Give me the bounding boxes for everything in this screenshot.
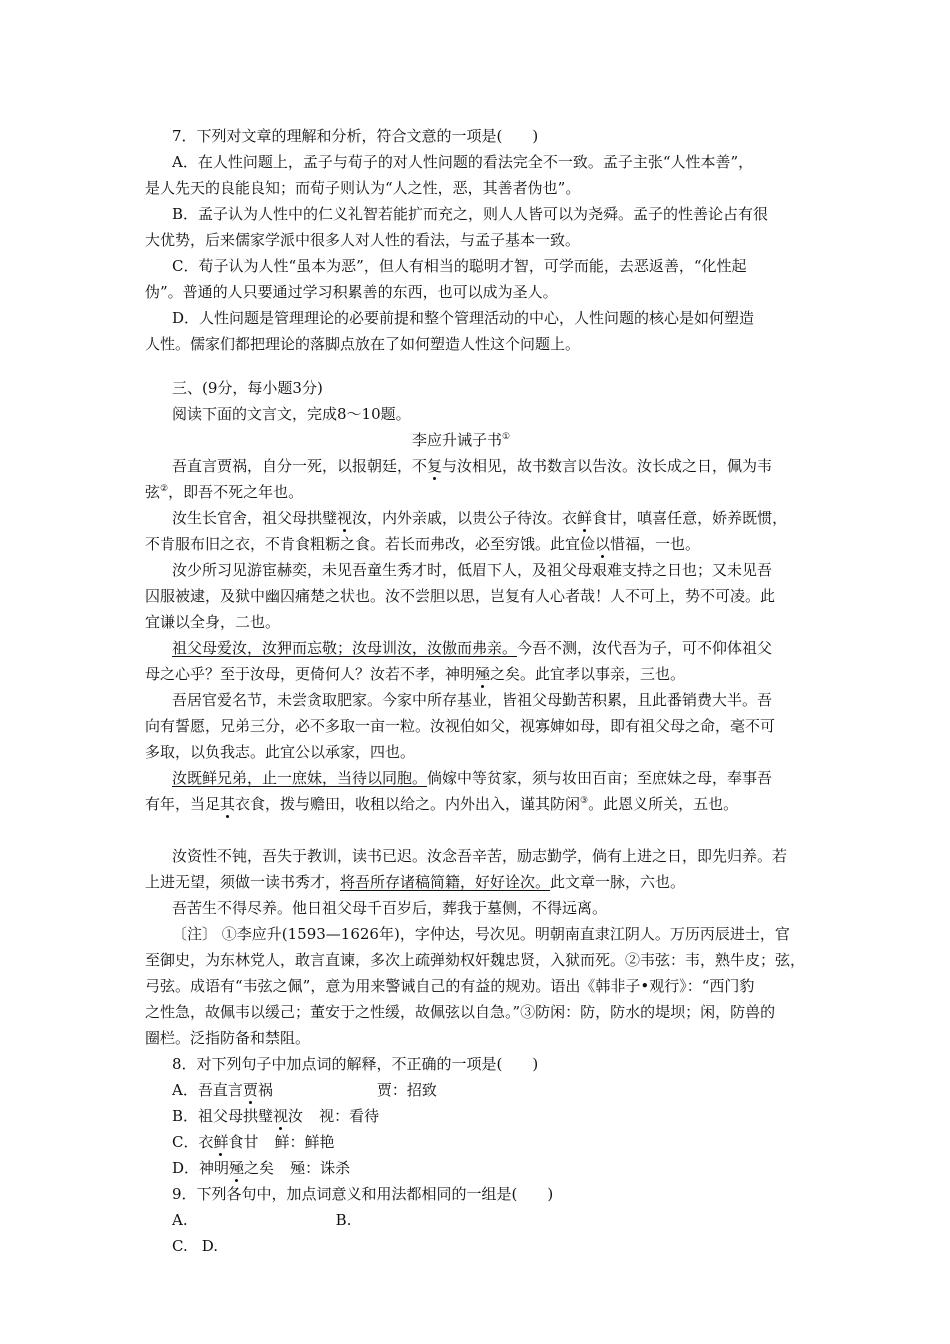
footnote-marker: ② (160, 484, 169, 494)
footnote-marker: ③ (580, 796, 589, 806)
passage-p1-line2: 弦②，即吾不死之年也。 (145, 483, 304, 501)
q8-option-a: A．吾直言贾祸 贾：招致 (172, 1081, 437, 1099)
q8-option-b: B．祖父母拱璧视汝 视：看待 (172, 1107, 380, 1125)
section-heading: 三、(9分，每小题3分) (172, 379, 323, 397)
q7-option-c-line2: 伪”。普通的人只要通过学习积累善的东西，也可以成为圣人。 (145, 283, 558, 301)
notes-line4: 之性急，故佩韦以缓己；董安于之性缓，故佩弦以自急。”③防闲：防，防水的堤坝；闲，防兽的 (145, 1003, 776, 1021)
q7-option-b-line2: 大优势，后来儒家学派中很多人对人性的看法，与孟子基本一致。 (145, 231, 581, 249)
dotted-word: 殛 (475, 665, 491, 683)
reading-instruction: 阅读下面的文言文，完成8～10题。 (172, 405, 411, 423)
dotted-word: 殛 (229, 1159, 245, 1177)
dotted-word: 贾 (242, 1081, 258, 1099)
q9-stem: 9．下列各句中，加点词意义和用法都相同的一组是( ) (172, 1185, 554, 1203)
notes-line2: 至御史，为东林党人，敢言直谏，多次上疏弹劾权奸魏忠贤，入狱而死。②韦弦：韦，熟牛皮；弦， (145, 951, 806, 969)
passage-p4-line1: 祖父母爱汝，汝狎而忘敬；汝母训汝，汝傲而弗亲。今吾不测，汝代吾为子，可不仰体祖父 (172, 639, 773, 657)
q7-option-a-line1: A．在人性问题上，孟子与荀子的对人性问题的看法完全不一致。孟子主张“人性本善”， (172, 153, 754, 171)
q9-options-cd (172, 1235, 218, 1257)
passage-p5-line3: 多取，以负我志。此宜公以承家，四也。 (145, 743, 416, 761)
underlined-sentence: 祖父母爱汝，汝狎而忘敬；汝母训汝，汝傲而弗亲。 (172, 639, 518, 657)
passage-p6-line2: 有年，当足其衣食，拨与赡田，收租以给之。内外出入，谨其防闲③。此恩义所关，五也。 (145, 795, 739, 813)
passage-p7-line2: 上进无望，须做一读书秀才，将吾所存诸稿简籍，好好诠次。此文章一脉，六也。 (145, 873, 686, 891)
dotted-word: 鲜 (213, 1133, 229, 1151)
dotted-word: 视 (337, 509, 353, 527)
passage-p5-line1: 吾居官爱名节，未尝贪取肥家。今家中所存基业，皆祖父母勤苦积累，且此番销费大半。吾 (172, 691, 773, 709)
q8-option-d: D．神明殛之矣 殛：诛杀 (172, 1159, 351, 1177)
q9-option-a: A. (172, 1211, 188, 1229)
dotted-word: 视 (273, 1107, 289, 1125)
q8-stem: 8．对下列句子中加点词的解释，不正确的一项是( ) (172, 1055, 539, 1073)
q8-option-c: C．衣鲜食甘 鲜：鲜艳 (172, 1133, 335, 1151)
q7-option-d-line1: D．人性问题是管理理论的必要前提和整个管理活动的中心，人性问题的核心是如何塑造 (172, 309, 755, 327)
dotted-word: 鲜 (577, 509, 593, 527)
passage-title: 李应升诫子书① (412, 431, 511, 449)
dotted-word: 其 (220, 795, 236, 813)
passage-p8: 吾苦生不得尽养。他日祖父母千百岁后，葬我于墓侧，不得远离。 (172, 899, 608, 917)
passage-p5-line2: 向有誓愿，兄弟三分，必不多取一亩一粒。汝视伯如父，视寡婶如母，即有祖父母之命，毫不可 (145, 717, 776, 735)
passage-p3-line3: 宜谦以全身，二也。 (145, 613, 281, 631)
passage-p2-line1: 汝生长官舍，祖父母拱璧视汝，内外亲戚，以贵公子待汝。衣鲜食甘，嗔喜任意，娇养既惯， (172, 509, 788, 527)
q9-options-ab (172, 1209, 351, 1231)
passage-p3-line2: 囚服被逮，及狱中幽囚痛楚之状也。汝不尝胆以思，岂复有人心者哉！人不可上，势不可凌。此 (145, 587, 776, 605)
q9-option-b: B. (335, 1211, 352, 1229)
q9-option-d: D. (201, 1237, 218, 1255)
passage-p6-line1: 汝既鲜兄弟，止一庶妹，当待以同胞。倘嫁中等贫家，须与妆田百亩；至庶妹之母，奉事吾 (172, 769, 773, 787)
passage-p4-line2: 母之心乎？至于汝母，更倚何人？汝若不孝，神明殛之矣。此宜孝以事亲，三也。 (145, 665, 686, 683)
passage-p2-line2: 不肯服布旧之衣，不肯食粗粝之食。若长而弗改，必至穷饿。此宜俭以惜福，一也。 (145, 535, 701, 553)
passage-p7-line1: 汝资性不钝，吾失于教训，读书已迟。汝念吾辛苦，励志勤学，倘有上进之日，即先归养。若 (172, 847, 788, 865)
passage-p1-line1: 吾直言贾祸，自分一死，以报朝廷，不复与汝相见，故书数言以告汝。汝长成之日，佩为韦 (172, 457, 773, 475)
notes-line5: 圈栏。泛指防备和禁阻。 (145, 1029, 311, 1047)
dotted-word: 复 (427, 457, 443, 475)
q9-option-c: C. (172, 1237, 188, 1255)
q7-option-a-line2: 是人先天的良能良知；而荀子则认为“人之性，恶，其善者伪也”。 (145, 179, 581, 197)
notes-line3: 弓弦。成语有“韦弦之佩”，意为用来警诫自己的有益的规劝。语出《韩非子•观行》：“西门豹 (145, 977, 755, 995)
underlined-sentence: 汝既鲜兄弟，止一庶妹，当待以同胞。 (172, 769, 428, 787)
notes-line1: 〔注〕 ①李应升(1593—1626年)，字仲达，号次见。明朝南直隶江阴人。万历丙辰进士，官 (172, 925, 790, 943)
q7-option-d-line2: 人性。儒家们都把理论的落脚点放在了如何塑造人性这个问题上。 (145, 335, 581, 353)
dotted-word: 以 (595, 535, 611, 553)
underlined-sentence: 将吾所存诸稿简籍，好好诠次。 (340, 873, 551, 891)
footnote-marker: ① (502, 432, 511, 442)
passage-p3-line1: 汝少所习见游宦赫奕，未见吾童生秀才时，低眉下人，及祖父母艰难支持之日也；又未见吾 (172, 561, 773, 579)
q7-option-b-line1: B．孟子认为人性中的仁义礼智若能扩而充之，则人人皆可以为尧舜。孟子的性善论占有很 (172, 205, 769, 223)
q7-stem: 7．下列对文章的理解和分析，符合文意的一项是( ) (172, 127, 539, 145)
q7-option-c-line1: C．荀子认为人性“虽本为恶”，但人有相当的聪明才智，可学而能，去恶返善，“化性起 (172, 257, 747, 275)
